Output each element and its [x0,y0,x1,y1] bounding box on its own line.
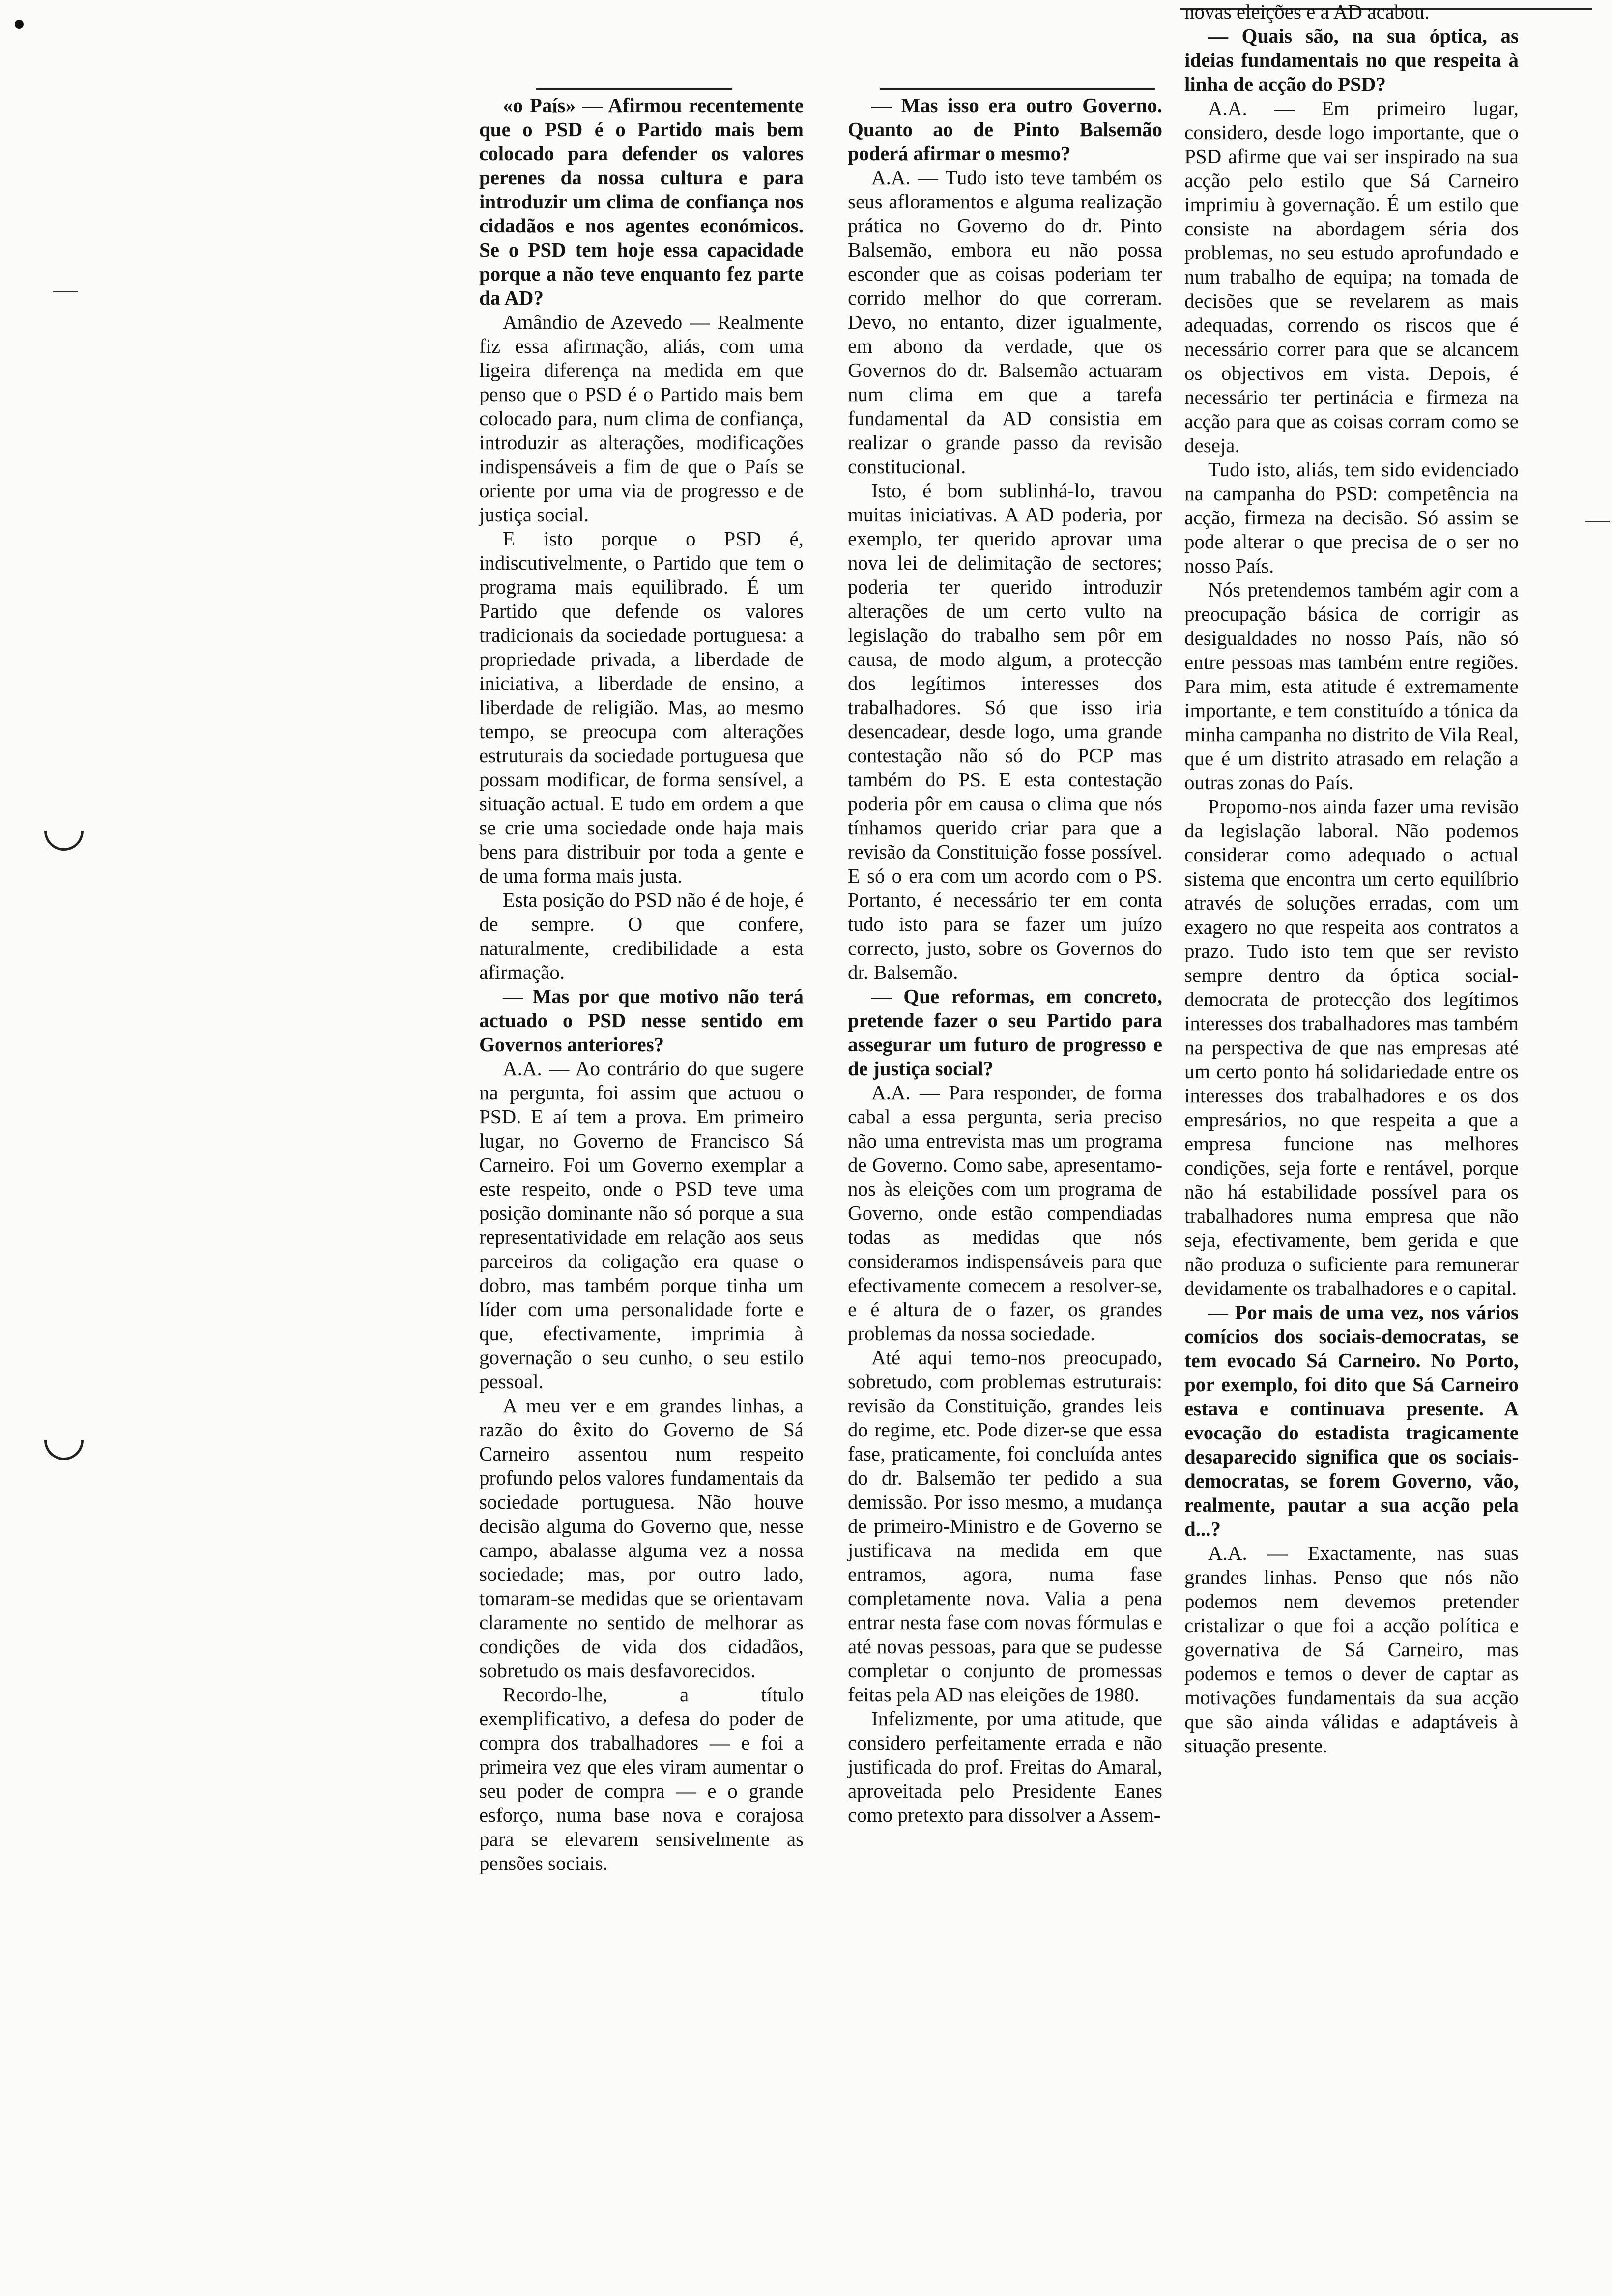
column-rule-left [536,88,732,90]
answer-paragraph: Recordo-lhe, a título exemplificativo, a defesa do poder de compra dos trabalhadores — e foi a primeira vez que eles viram aumentar o seu poder de compra — e o grande esforço, numa base nova e corajosa para se elevarem sensivelmente as pensões sociais. [479,1683,804,1874]
question-paragraph: — Que reformas, em concreto, pretende fazer o seu Partido para assegurar um futuro de progresso e de justiça social? [848,985,1162,1080]
answer-paragraph: A.A. — Para responder, de forma cabal a essa pergunta, seria preciso não uma entrevista mas um programa de Governo. Como sabe, apresentamo-nos às eleições com um programa de Governo, onde estão compendiadas todas as medidas que nós consideramos indispensáveis para que efectivamente comecem a resolver-se, e é altura de o fazer, os grandes problemas da nossa sociedade. [848,1081,1162,1345]
answer-paragraph: A.A. — Ao contrário do que sugere na pergunta, foi assim que actuou o PSD. E aí tem a prova. Em primeiro lugar, no Governo de Francisco Sá Carneiro. Foi um Governo exemplar a este respeito, onde o PSD teve uma posição dominante não só porque a sua representatividade em relação aos seus parceiros da coligação era quase o dobro, mas também porque tinha um líder com uma personalidade forte e que, efectivamente, imprimia à governação o seu cunho, o seu estilo pessoal. [479,1057,804,1393]
answer-paragraph: Infelizmente, por uma atitude, que considero perfeitamente errada e não justificada do prof. Freitas do Amaral, aproveitada pelo Presidente Eanes como pretexto para dissolver a Assem- [848,1707,1162,1826]
column-rule-middle [880,88,1155,90]
question-paragraph: — Quais são, na sua óptica, as ideias fundamentais no que respeita à linha de acção do PSD? [1184,25,1519,95]
ink-dot [15,20,24,29]
article-column-1 [479,93,804,1875]
margin-mark [1585,521,1610,522]
continued-line: novas eleições e a AD acabou. [1184,0,1430,23]
article-column-2 [848,93,1162,1827]
question-paragraph: — Mas isso era outro Governo. Quanto ao de Pinto Balsemão poderá afirmar o mesmo? [848,94,1162,165]
answer-paragraph: Esta posição do PSD não é de hoje, é de sempre. O que confere, naturalmente, credibilidade a esta afirmação. [479,889,804,983]
question-paragraph: — Mas por que motivo não terá actuado o PSD nesse sentido em Governos anteriores? [479,985,804,1056]
answer-paragraph: Amândio de Azevedo — Realmente fiz essa afirmação, aliás, com uma ligeira diferença na medida em que penso que o PSD é o Partido mais bem colocado para, num clima de confiança, introduzir as alterações, modificações indispensáveis a fim de que o País se oriente por uma via de progresso e de justiça social. [479,311,804,526]
answer-paragraph: Até aqui temo-nos preocupado, sobretudo, com problemas estruturais: revisão da Constituição, grandes leis do regime, etc. Pode dizer-se que essa fase, praticamente, foi concluída antes do dr. Balsemão ter pedido a sua demissão. Por isso mesmo, a mudança de primeiro-Ministro e de Governo se justificava na medida em que entramos, agora, numa fase completamente nova. Valia a pena entrar nesta fase com novas fórmulas e até novas pessoas, para que se pudesse completar o conjunto de promessas feitas pela AD nas eleições de 1980. [848,1346,1162,1706]
margin-mark [53,291,78,292]
punch-hole-mark [44,831,84,851]
answer-paragraph: Nós pretendemos também agir com a preocupação básica de corrigir as desigualdades no nosso País, não só entre pessoas mas também entre regiões. Para mim, esta atitude é extremamente importante, e tem constituído a tónica da minha campanha no distrito de Vila Real, que é um distrito atrasado em relação a outras zonas do País. [1184,578,1519,794]
article-column-3 [1184,0,1519,1758]
answer-paragraph: Propomo-nos ainda fazer uma revisão da legislação laboral. Não podemos considerar como adequado o actual sistema que encontra um certo equilíbrio através de soluções erradas, com um exagero no que respeita aos contratos a prazo. Tudo isto tem que ser revisto sempre dentro da óptica social-democrata de protecção dos legítimos interesses dos trabalhadores mas também na perspectiva de que nas empresas até um certo ponto há solidariedade entre os interesses dos trabalhadores e os dos empresários, no que respeita a que a empresa funcione nas melhores condições, seja forte e rentável, porque não há estabilidade possível para os trabalhadores numa empresa que não seja, efectivamente, bem gerida e que não produza o suficiente para remunerar devidamente os trabalhadores e o capital. [1184,795,1519,1299]
answer-paragraph: A.A. — Em primeiro lugar, considero, desde logo importante, que o PSD afirme que vai ser inspirado na sua acção pelo estilo que Sá Carneiro imprimiu à governação. É um estilo que consiste na abordagem séria dos problemas, no seu estudo aprofundado e num trabalho de equipa; na tomada de decisões que se revelarem as mais adequadas, correndo os riscos que é necessário correr para que se alcancem os objectivos em vista. Depois, é necessário ter pertinácia e firmeza na acção para que as coisas corram como se deseja. [1184,97,1519,457]
punch-hole-mark [44,1440,84,1460]
answer-paragraph: Tudo isto, aliás, tem sido evidenciado na campanha do PSD: competência na acção, firmeza na decisão. Só assim se pode alterar o que precisa de o ser no nosso País. [1184,458,1519,577]
question-paragraph: «o País» — Afirmou recentemente que o PSD é o Partido mais bem colocado para defender os valores perenes da nossa cultura e para introduzir um clima de confiança nos cidadãos e nos agentes económicos. Se o PSD tem hoje essa capacidade porque a não teve enquanto fez parte da AD? [479,94,804,309]
answer-paragraph: A.A. — Exactamente, nas suas grandes linhas. Penso que nós não podemos nem devemos pretender cristalizar o que foi a acção política e governativa de Sá Carneiro, mas podemos e temos o dever de captar as motivações fundamentais da sua acção que são ainda válidas e adaptáveis à situação presente. [1184,1542,1519,1757]
question-paragraph: — Por mais de uma vez, nos vários comícios dos sociais-democratas, se tem evocado Sá Carneiro. No Porto, por exemplo, foi dito que Sá Carneiro estava e continuava presente. A evocação do estadista tragicamente desaparecido significa que os sociais-democratas, se forem Governo, vão, realmente, pautar a sua acção pela d...? [1184,1301,1519,1540]
answer-paragraph: E isto porque o PSD é, indiscutivelmente, o Partido que tem o programa mais equilibrado. É um Partido que defende os valores tradicionais da sociedade portuguesa: a propriedade privada, a liberdade de iniciativa, a liberdade de ensino, a liberdade de religião. Mas, ao mesmo tempo, se preocupa com alterações estruturais da sociedade portuguesa que possam modificar, de forma sensível, a situação actual. E tudo em ordem a que se crie uma sociedade onde haja mais bens para distribuir por toda a gente e de uma forma mais justa. [479,527,804,887]
answer-paragraph: Isto, é bom sublinhá-lo, travou muitas iniciativas. A AD poderia, por exemplo, ter querido aprovar uma nova lei de delimitação de sectores; poderia ter querido introduzir alterações de um certo vulto na legislação do trabalho sem pôr em causa, de modo algum, a protecção dos legítimos interesses dos trabalhadores. Só que isso iria desencadear, desde logo, uma grande contestação não só do PCP mas também do PS. E esta contestação poderia pôr em causa o clima que nós tínhamos querido criar para que a revisão da Constituição fosse possível. E só o era com um acordo com o PS. Portanto, é necessário ter em conta tudo isto para se fazer um juízo correcto, justo, sobre os Governos do dr. Balsemão. [848,479,1162,983]
answer-paragraph: A meu ver e em grandes linhas, a razão do êxito do Governo de Sá Carneiro assentou num respeito profundo pelos valores fundamentais da sociedade portuguesa. Não houve decisão alguma do Governo que, nesse campo, abalasse alguma vez a nossa sociedade; mas, por outro lado, tomaram-se medidas que se orientavam claramente no sentido de melhorar as condições de vida dos cidadãos, sobretudo os mais desfavorecidos. [479,1394,804,1682]
answer-paragraph: A.A. — Tudo isto teve também os seus afloramentos e alguma realização prática no Governo do dr. Pinto Balsemão, embora eu não possa esconder que as coisas poderiam ter corrido melhor do que correram. Devo, no entanto, dizer igualmente, em abono da verdade, que os Governos do dr. Balsemão actuaram num clima em que a tarefa fundamental da AD consistia em realizar o grande passo da revisão constitucional. [848,166,1162,478]
